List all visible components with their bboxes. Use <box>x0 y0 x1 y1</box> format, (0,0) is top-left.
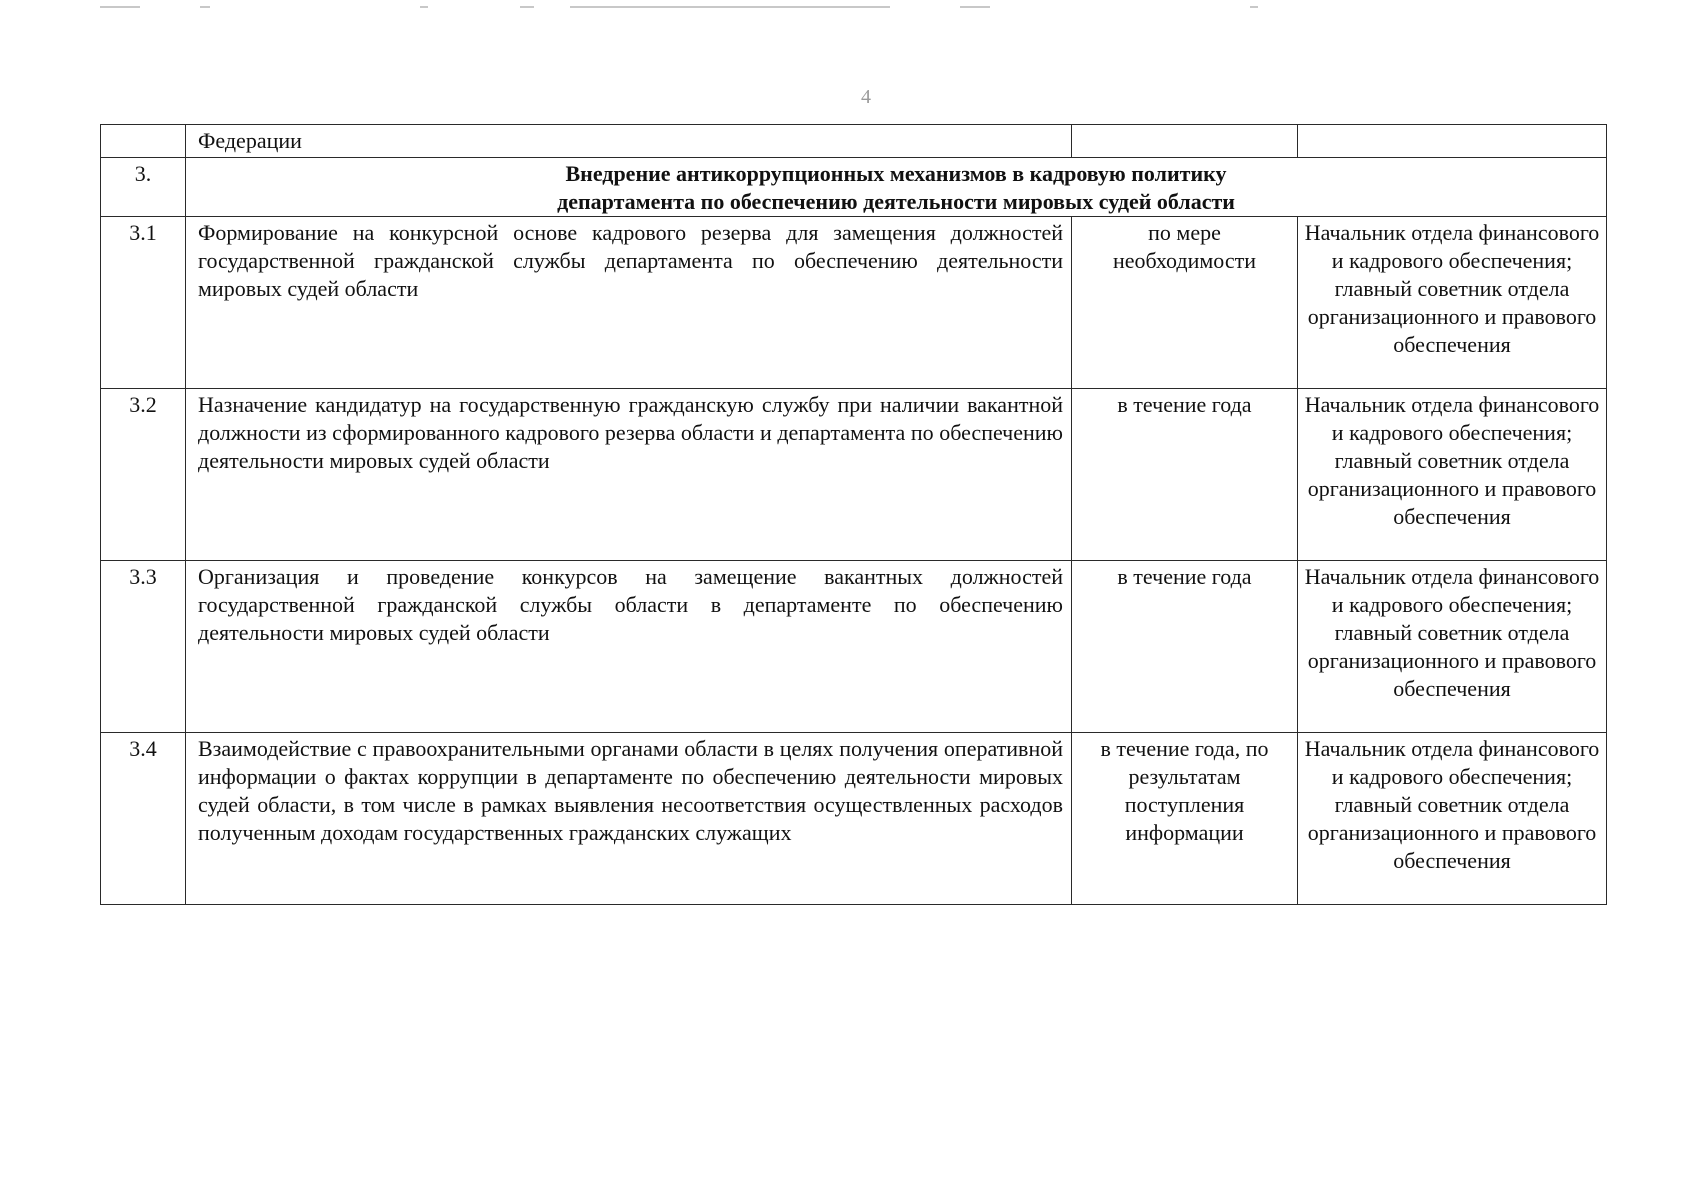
row-measure: Назначение кандидатур на государственную гражданскую службу при наличии вакантной должности из сформированного кадрового резерва области и департамента по обеспечению деятельности мировых судей области <box>186 389 1072 561</box>
table-row <box>101 217 1607 389</box>
table-row <box>101 733 1607 905</box>
row-measure: Взаимодействие с правоохранительными органами области в целях получения оперативной информации о фактах коррупции в департаменте по обеспечению деятельности мировых судей области, в том числе в рамках выявления несоответствия осуществленных расходов полученным доходам государственных гражданских служащих <box>186 733 1072 905</box>
table-row <box>101 389 1607 561</box>
row-number: 3.3 <box>101 561 186 733</box>
cell-responsible <box>1298 125 1607 158</box>
row-responsible: Начальник отдела финансового и кадрового обеспечения; главный советник отдела организационного и правового обеспечения <box>1298 217 1607 389</box>
cell-number <box>101 125 186 158</box>
row-number: 3.2 <box>101 389 186 561</box>
section-title <box>186 158 1607 217</box>
scan-artifact-top <box>100 6 1300 10</box>
table-row-continuation <box>101 125 1607 158</box>
table-row <box>101 561 1607 733</box>
row-responsible: Начальник отдела финансового и кадрового обеспечения; главный советник отдела организационного и правового обеспечения <box>1298 561 1607 733</box>
row-number: 3.1 <box>101 217 186 389</box>
row-number: 3.4 <box>101 733 186 905</box>
section-title-line-1: Внедрение антикоррупционных механизмов в кадровую политику <box>565 161 1227 186</box>
row-responsible: Начальник отдела финансового и кадрового обеспечения; главный советник отдела организационного и правового обеспечения <box>1298 733 1607 905</box>
row-term: в течение года <box>1072 389 1298 561</box>
row-measure: Формирование на конкурсной основе кадрового резерва для замещения должностей государственной гражданской службы департамента по обеспечению деятельности мировых судей области <box>186 217 1072 389</box>
section-title-line-2: департамента по обеспечению деятельности мировых судей области <box>557 189 1235 214</box>
cell-term <box>1072 125 1298 158</box>
cell-continuation-text: Федерации <box>186 125 1072 158</box>
table-row-section <box>101 158 1607 217</box>
row-responsible: Начальник отдела финансового и кадрового обеспечения; главный советник отдела организационного и правового обеспечения <box>1298 389 1607 561</box>
row-term: в течение года, по результатам поступления информации <box>1072 733 1298 905</box>
page-number: 4 <box>861 86 871 108</box>
row-term: по мере необходимости <box>1072 217 1298 389</box>
row-measure: Организация и проведение конкурсов на замещение вакантных должностей государственной гражданской службы области в департаменте по обеспечению деятельности мировых судей области <box>186 561 1072 733</box>
row-term: в течение года <box>1072 561 1298 733</box>
section-number: 3. <box>101 158 186 217</box>
measures-table <box>100 124 1607 905</box>
